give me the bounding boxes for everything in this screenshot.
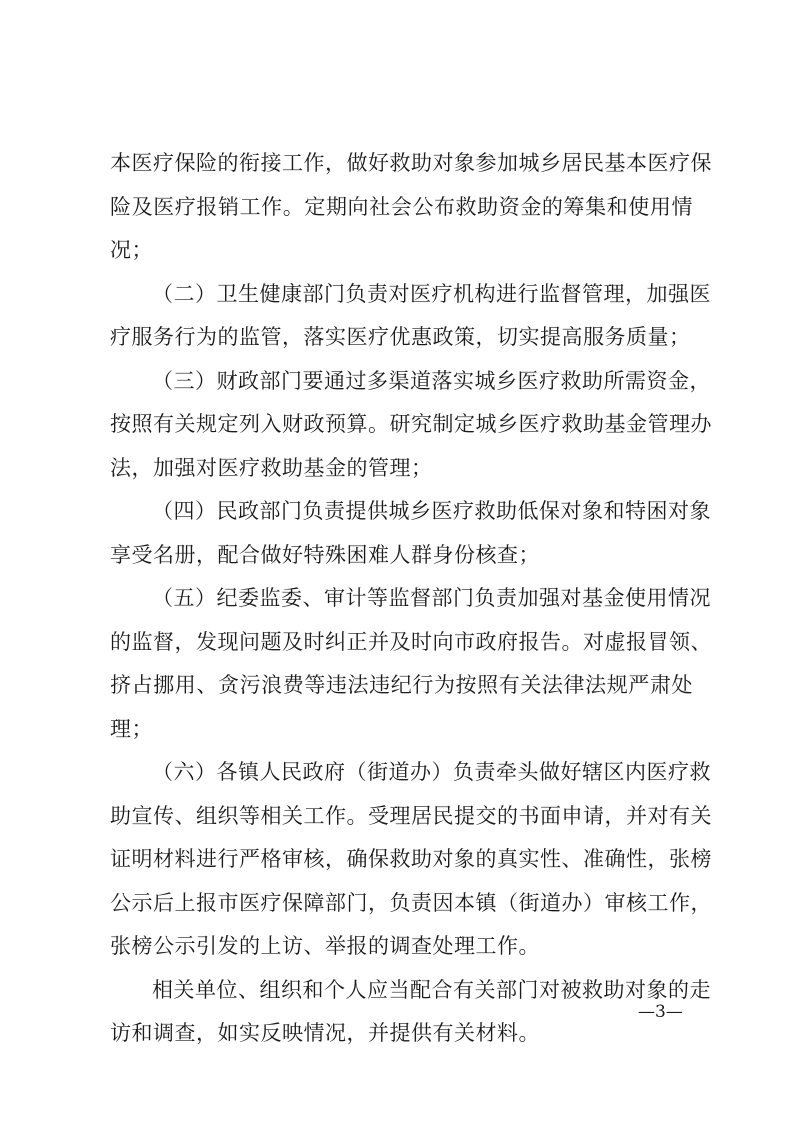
text-line: 证明材料进行严格审核，确保救助对象的真实性、准确性，张榜 <box>110 847 712 871</box>
text-line: 疗服务行为的监管，落实医疗优惠政策，切实提高服务质量； <box>110 325 691 349</box>
text-line: （四）民政部门负责提供城乡医疗救助低保对象和特困对象 <box>152 499 711 523</box>
text-line: 享受名册，配合做好特殊困难人群身份核查； <box>110 542 540 567</box>
text-line: （五）纪委监委、审计等监督部门负责加强对基金使用情况 <box>152 586 711 610</box>
text-line: 的监督，发现问题及时纠正并及时向市政府报告。对虚报冒领、 <box>110 629 712 654</box>
text-line: 按照有关规定列入财政预算。研究制定城乡医疗救助基金管理办 <box>110 412 712 436</box>
text-line: 本医疗保险的衔接工作，做好救助对象参加城乡居民基本医疗保 <box>110 151 712 175</box>
text-line: （三）财政部门要通过多渠道落实城乡医疗救助所需资金， <box>152 368 711 393</box>
text-line: 张榜公示引发的上访、举报的调查处理工作。 <box>110 934 540 958</box>
document-body <box>110 142 712 1056</box>
text-line: 访和调查，如实反映情况，并提供有关材料。 <box>110 1021 540 1045</box>
text-line: 公示后上报市医疗保障部门，负责因本镇（街道办）审核工作， <box>110 890 712 915</box>
text-line: （二）卫生健康部门负责对医疗机构进行监督管理，加强医 <box>152 281 711 306</box>
text-line: 助宣传、组织等相关工作。受理居民提交的书面申请，并对有关 <box>110 803 712 828</box>
text-line: 挤占挪用、贪污浪费等违法违纪行为按照有关法律法规严肃处 <box>110 673 693 697</box>
text-line: 况； <box>110 238 153 262</box>
text-line: 理； <box>110 716 153 741</box>
text-line: 相关单位、组织和个人应当配合有关部门对被救助对象的走 <box>152 977 711 1002</box>
text-line: 险及医疗报销工作。定期向社会公布救助资金的筹集和使用情 <box>110 194 693 219</box>
text-line: （六）各镇人民政府（街道办）负责牵头做好辖区内医疗救 <box>152 760 711 784</box>
page-number: —3— <box>638 1002 683 1022</box>
text-line: 法，加强对医疗救助基金的管理； <box>110 455 433 480</box>
